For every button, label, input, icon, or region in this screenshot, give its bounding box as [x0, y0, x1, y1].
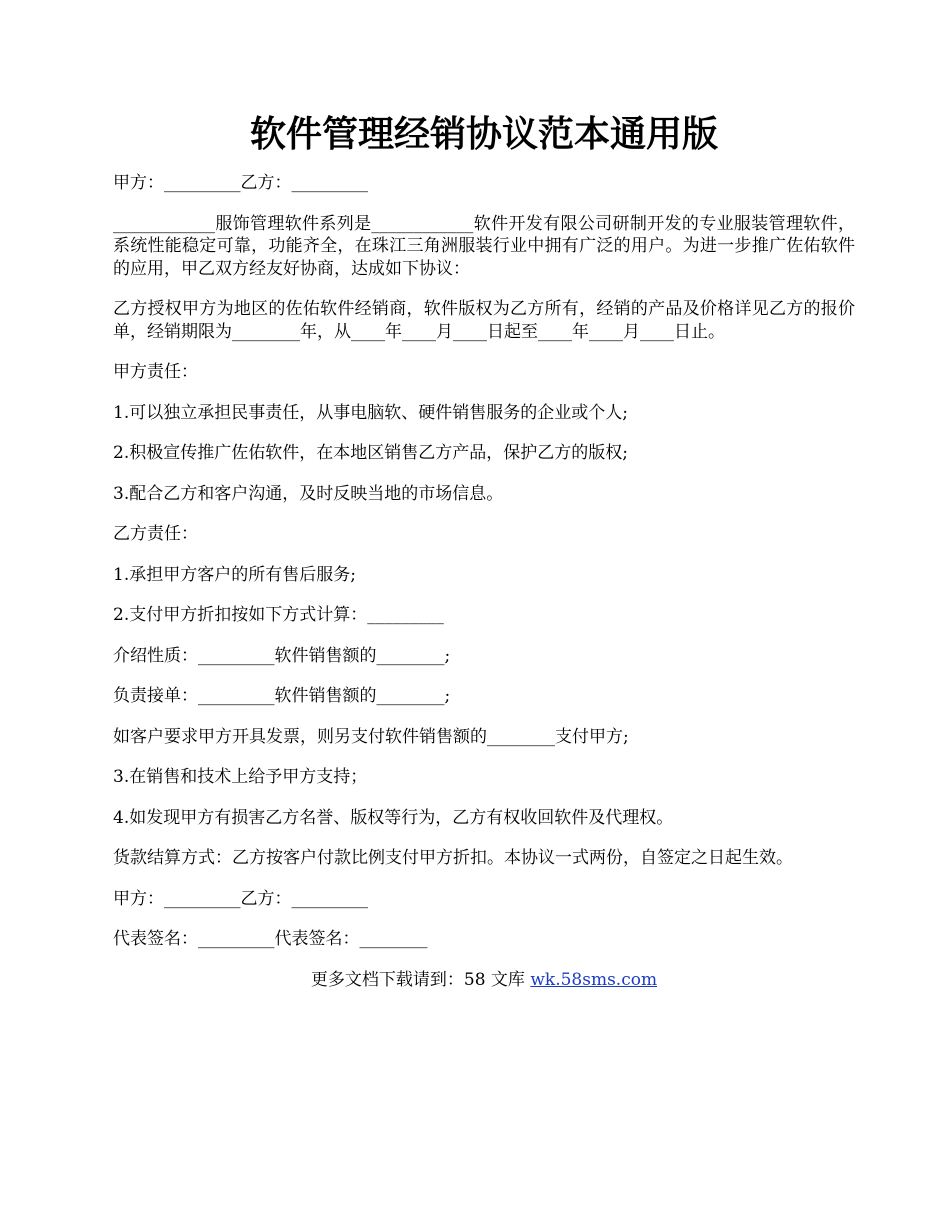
party-b-duty-4: 4.如发现甲方有损害乙方名誉、版权等行为，乙方有权收回软件及代理权。 — [113, 807, 674, 828]
party-b-duty-2: 2.支付甲方折扣按如下方式计算：_________ — [113, 605, 444, 625]
party-a-duty-3: 3.配合乙方和客户沟通，及时反映当地的市场信息。 — [113, 483, 504, 504]
invoice-line: 如客户要求甲方开具发票，则另支付软件销售额的________支付甲方; — [113, 726, 629, 747]
payment-settlement-line: 货款结算方式：乙方按客户付款比例支付甲方折扣。本协议一式两份，自签定之日起生效。 — [113, 848, 793, 868]
party-line: 甲方：_________乙方：_________ — [113, 173, 368, 193]
party-b-duty-1: 1.承担甲方客户的所有售后服务; — [113, 564, 356, 585]
referral-rate-line: 介绍性质：_________软件销售额的________; — [113, 645, 451, 666]
document-title: 软件管理经销协议范本通用版 — [249, 113, 718, 155]
footer-link[interactable]: wk.58sms.com — [530, 969, 658, 990]
party-a-duties-heading: 甲方责任： — [113, 362, 198, 382]
footer — [113, 969, 855, 991]
document-page — [113, 108, 855, 991]
party-a-duty-1: 1.可以独立承担民事责任，从事电脑软、硬件销售服务的企业或个人; — [113, 402, 628, 423]
intro-paragraph: ____________服饰管理软件系列是____________软件开发有限公司研制开发的专业服装管理软件，系统性能稳定可靠，功能齐全，在珠江三角洲服装行业中拥有广泛的用户。为进一步推广佐佑软件的应用，甲乙双方经友好协商，达成如下协议： — [113, 213, 855, 279]
party-b-duties-heading: 乙方责任： — [113, 524, 198, 544]
footer-text: 更多文档下载请到：58 文库 — [310, 969, 531, 990]
party-a-duty-2: 2.积极宣传推广佐佑软件，在本地区销售乙方产品，保护乙方的版权; — [113, 443, 628, 463]
order-rate-line: 负责接单：_________软件销售额的________; — [113, 686, 451, 706]
party-b-duty-3: 3.在销售和技术上给予甲方支持； — [113, 767, 368, 787]
authorization-paragraph: 乙方授权甲方为地区的佐佑软件经销商，软件版权为乙方所有，经销的产品及价格详见乙方的报价单，经销期限为________年，从____年____月____日起至____年____月____日止。 — [113, 299, 855, 342]
signature-party-line: 甲方：_________乙方：_________ — [113, 888, 368, 909]
representative-signature-line: 代表签名：_________代表签名：________ — [113, 929, 428, 949]
